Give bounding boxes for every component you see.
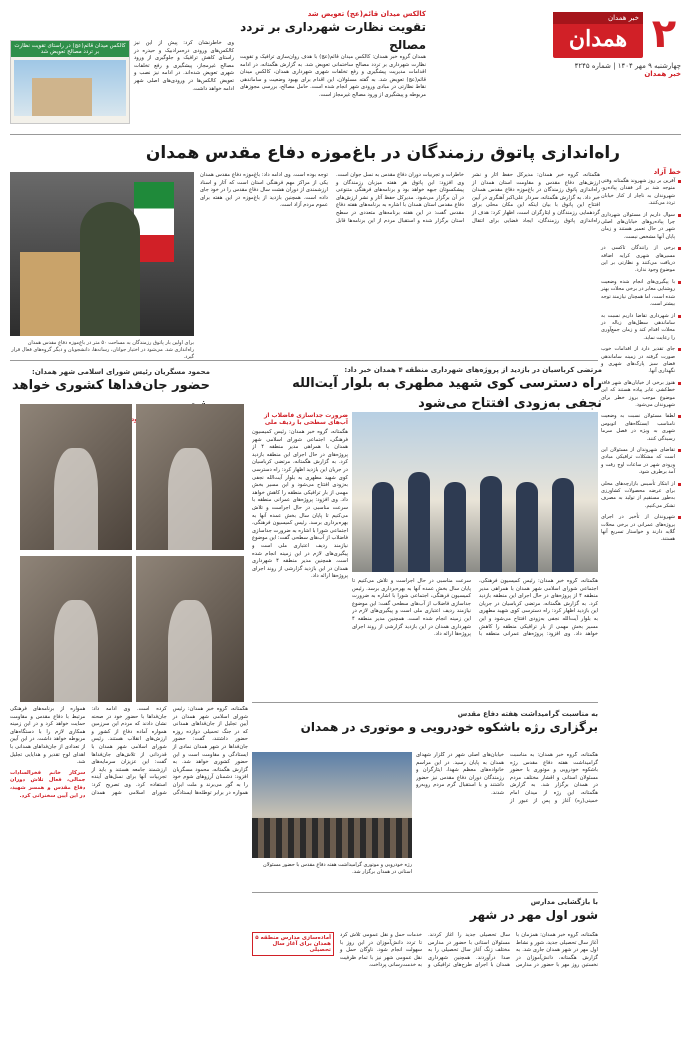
bz-story-kicker: به مناسبت گرامیداشت هفته دفاع مقدس: [457, 710, 598, 718]
podium-shape: [20, 252, 80, 336]
sidebar-item: از ابتکار تأسیس بازارچه‌های محلی برای عرضه محصولات کشاورزی به‌طور مستقیم از تولید به مصرف تشکر می‌کنیم.: [601, 481, 681, 511]
divider: [252, 702, 598, 703]
divider: [10, 360, 598, 361]
main-story-columns: [200, 172, 600, 352]
sh-story-body: هگمتانه، گروه خبر همدان: همزمان با آغاز سال تحصیلی جدید، شور و نشاط اول مهر در شهر همدان جاری شد. به گزارش هگمتانه، دانش‌آموزان در نخستین روز مهر با حضور در مدارس سال تحصیلی جدید را آغاز کردند. مسئولان استانی با حضور در مدارس مختلف زنگ آغاز سال تحصیلی را به صدا درآوردند. همچنین شهرداری همدان با اجرای طرح‌های ترافیکی و خدمات حمل و نقل عمومی تلاش کرد تا تردد دانش‌آموزان در این روز با سهولت انجام شود. ناوگان حمل و نقل عمومی شهر نیز با تمام ظرفیت به خدمت‌رسانی پرداخت.: [340, 932, 598, 969]
hz-story-title: حضور جان‌فداها کشوری خواهد: [12, 378, 210, 393]
kh-story-body-continued: هگمتانه، گروه خبر همدان: رئیس کمیسیون فرهنگی، اجتماعی شورای اسلامی شهر همدان با همراهی مدیر منطقه ۴ از پروژه‌های در حال اجرای این منطقه بازدید کرد. به گزارش هگمتانه، مرتضی کرباسیان در جریان این بازدید اظهار کرد: راه دسترسی کوی شهید مطهری به بلوار آیت‌الله نجفی به‌زودی افتتاح می‌شود و این مسیر بخش مهمی از بار ترافیکی منطقه را کاهش خواهد داد. وی افزود: پروژه‌های عمرانی منطقه با سرعت مناسبی در حال اجراست و تلاش می‌کنیم تا پایان سال بخش عمده آنها به بهره‌برداری برسد. رئیس کمیسیون فرهنگی، اجتماعی شورا با اشاره به ضرورت جداسازی فاضلاب از آب‌های سطحی گفت: این موضوع نیازمند ردیف اعتباری ملی است و پیگیری‌های لازم در این زمینه انجام شده است. همچنین مدیر منطقه ۴ شهرداری همدان در این بازدید گزارشی از روند اجرای پروژه‌ها ارائه داد.: [352, 578, 598, 638]
hz-story-kicker: محمود مسگریان رئیس شورای اسلامی شهر همدان:: [32, 368, 210, 376]
logo-section-label: خبر همدان: [553, 12, 643, 24]
sidebar-item: هنوز برخی از خیابان‌های شهر فاقد خط‌کشی عابر پیاده هستند که این موضوع موجب بروز خطر برای شهروندان می‌شود.: [601, 380, 681, 410]
kh-story-photo: [352, 412, 598, 572]
kh-story-title: راه دسترسی کوی شهید مطهری به بلوار آیت‌الله نجفی به‌زودی افتتاح می‌شود: [292, 376, 602, 411]
hz-story-body: هگمتانه، گروه خبر همدان: رئیس شورای اسلامی شهر همدان در آیین تجلیل از جان‌فداهای همدانی که در جنگ تحمیلی دوازده روزه حضور داشتند، گفت: حضور جان‌فداها در شهر همدان نمادی از ایستادگی و مقاومت است و این حضور کشوری خواهد شد. به گزارش هگمتانه، محمود مسگریان افزود: دشمنان آرزوهای شوم خود را به گور می‌برند و ملت ایران همواره در برابر توطئه‌ها ایستادگی کرده است. وی ادامه داد: جان‌فداها با حضور خود در صحنه نشان دادند که مردم این سرزمین همواره آماده دفاع از کشور و ارزش‌های انقلاب هستند. رئیس شورای اسلامی شهر همدان با قدردانی از تلاش‌های جان‌فداها گفت: این عزیزان سرمایه‌های ارزشمند جامعه هستند و باید از تجربیات آنها برای نسل‌های آینده استفاده کرد. وی تصریح کرد: شورای اسلامی شهر همدان همواره از برنامه‌های فرهنگی مرتبط با دفاع مقدس و مقاومت حمایت خواهد کرد و در این زمینه همکاری لازم را با دستگاه‌های مربوطه خواهد داشت. در این آیین از تعدادی از جان‌فداهای همدانی با اهدای لوح تقدیر و هدایایی تجلیل شد.: [10, 706, 248, 796]
main-story-title: راه‌اندازی پاتوق رزمندگان در باغ‌موزه دفاع مقدس همدان: [145, 143, 620, 163]
hz-story-columns: [10, 706, 248, 1026]
issue-date-line: چهارشنبه ۹ مهر ۱۴۰۴ | شماره ۴۲۴۵: [574, 62, 681, 70]
sh-story-columns: [252, 932, 598, 1030]
person-figure: [408, 472, 430, 572]
top-story: [240, 10, 426, 100]
sidebar-label: خط آزاد: [653, 168, 681, 176]
divider: [252, 892, 598, 893]
hz-photo-4: [136, 556, 244, 702]
bz-story-columns: [416, 752, 598, 864]
crowd-shape: [252, 818, 412, 858]
sidebar-item: با پیگیری‌های انجام شده وضعیت روشنایی معابر در برخی محلات بهتر شده است، اما همچنان نیازمند توجه بیشتر است.: [601, 279, 681, 309]
kh-story-body: هگمتانه، گروه خبر همدان: رئیس کمیسیون فرهنگی، اجتماعی شورای اسلامی شهر همدان با همراهی مدیر منطقه ۴ از پروژه‌های در حال اجرای این منطقه بازدید کرد. به گزارش هگمتانه، مرتضی کرباسیان در جریان این بازدید اظهار کرد: راه دسترسی کوی شهید مطهری به بلوار آیت‌الله نجفی به‌زودی افتتاح می‌شود و این مسیر بخش مهمی از بار ترافیکی منطقه را کاهش خواهد داد. وی افزود: پروژه‌های عمرانی منطقه با سرعت مناسبی در حال اجراست و تلاش می‌کنیم تا پایان سال بخش عمده آنها به بهره‌برداری برسد. رئیس کمیسیون فرهنگی، اجتماعی شورا با اشاره به ضرورت جداسازی فاضلاب از آب‌های سطحی گفت: این موضوع نیازمند ردیف اعتباری ملی است و پیگیری‌های لازم در این زمینه انجام شده است. همچنین مدیر منطقه ۴ شهرداری همدان در این بازدید گزارشی از روند اجرای پروژه‌ها ارائه داد.: [252, 429, 348, 580]
top-story-body: همدان گروه خبر همدان: کالکس میدان قائم(عج) با هدف روان‌سازی ترافیک و تقویت نظارت شهرداری بر تردد مصالح ساختمانی تعویض شد. به گزارش هگمتانه، در ادامه اقدامات مدیریت پیشگیری و رفع تخلفات شهری شهرداری همدان، کالکس میدان قائم(عج) تعویض شد. به گفته مسئولان، این اقدام برای بهبود وضعیت و ساماندهی نقاط نظارتی در مبادی ورودی شهر انجام شده است. حامل مصالح، بررسی مجوزهای مربوطه و پیشگیری از ورود مصالح غیرمجاز است.: [240, 54, 426, 98]
sidebar-item: جای تقدیر دارد از اقدامات خوب صورت گرفته در زمینه ساماندهی فضای سبز پارک‌های شهری و نگهداری آنها.: [601, 346, 681, 376]
flag-shape: [134, 182, 174, 262]
logo-wordmark: همدان: [568, 26, 628, 52]
ad-photo: [14, 60, 126, 116]
bz-story-title: برگزاری رژه باشکوه خودرویی و موتوری در همدان: [300, 720, 598, 734]
kh-story-header: [252, 366, 602, 414]
masthead: [431, 10, 681, 128]
person-figure: [444, 482, 466, 572]
section-label: خبر همدان: [644, 70, 681, 78]
newspaper-logo: [553, 12, 643, 58]
sidebar-item: سوال داریم از مسئولان شهرداری چرا پیاده‌روهای خیابان‌های اصلی شهر در حال تعمیر هستند و زمان پایان آنها مشخص نیست.: [601, 212, 681, 242]
person-figure: [480, 476, 502, 572]
divider: [10, 134, 681, 135]
top-story-title: تقویت نظارت شهرداری بر تردد مصالح: [240, 20, 426, 52]
hz-photo-3: [20, 556, 132, 702]
ad-column: [134, 40, 234, 93]
bz-story-photo: [252, 752, 412, 858]
kh-story-continued: [352, 578, 598, 692]
sidebar-item: آفرین بر روز شهروند هگمتانه وقتی متوجه شد بر اثر فقدان پیاده‌رو، شهروندان به ناچار از کنار خیابان تردد می‌کنند.: [601, 178, 681, 208]
ad-banner: کالکس میدان قائم(عج) در راستای تقویت نظارت بر تردد مصالح تعویض شد: [11, 41, 129, 57]
top-story-kicker: کالکس میدان قائم(عج) تعویض شد: [307, 10, 426, 18]
page-number: ۲: [651, 11, 677, 57]
kh-story-column: [252, 412, 348, 712]
kh-story-subtitle: ضرورت جداسازی فاضلاب از آب‌های سطحی با ردیف ملی: [263, 412, 348, 426]
bz-story-body: هگمتانه، گروه خبر همدان: به مناسبت گرامیداشت هفته دفاع مقدس رژه باشکوه خودرویی و موتوری با حضور مسئولان استانی و اقشار مختلف مردم در همدان برگزار شد. به گزارش هگمتانه، این رژه از میدان امام خمینی(ره) آغاز و پس از عبور از خیابان‌های اصلی شهر در گلزار شهدای همدان به پایان رسید. در این مراسم خانواده‌های معظم شهدا، ایثارگران و رزمندگان دوران دفاع مقدس نیز حضور داشتند و با استقبال گرم مردم روبه‌رو شدند.: [416, 752, 598, 804]
main-story-body: هگمتانه، گروه خبر همدان: مدیرکل حفظ آثار و نشر ارزش‌های دفاع مقدس و مقاومت استان همدان از راه‌اندازی پاتوق رزمندگان در باغ‌موزه دفاع مقدس همدان خبر داد. به گزارش هگمتانه، سردار علی‌اکبر آهنگری در آیین افتتاح این پاتوق با بیان اینکه این مکان محلی برای گردهمایی رزمندگان و ایثارگران است، اظهار کرد: هدف از راه‌اندازی پاتوق رزمندگان، ایجاد فضایی برای انتقال خاطرات و تجربیات دوران دفاع مقدس به نسل جوان است. وی افزود: این پاتوق هر هفته میزبان رزمندگان و پیشکسوتان جبهه خواهد بود و برنامه‌های فرهنگی متنوعی در آن برگزار می‌شود. مدیرکل حفظ آثار و نشر ارزش‌های دفاع مقدس استان همدان با اشاره به برنامه‌های هفته دفاع مقدس گفت: در این هفته برنامه‌های متعددی در سطح استان برگزار شده و استقبال مردم از این برنامه‌ها قابل توجه بوده است. وی ادامه داد: باغ‌موزه دفاع مقدس همدان یکی از مراکز مهم فرهنگی استان است که آثار و اسناد ارزشمندی از دوران هشت سال دفاع مقدس را در خود جای داده است. همچنین بازدید از باغ‌موزه در این هفته برای عموم مردم آزاد است.: [200, 172, 600, 224]
sh-story-kicker: با بازگشایی مدارس: [530, 898, 598, 906]
person-figure: [552, 478, 574, 572]
hz-photo-1: [20, 404, 132, 550]
sidebar-item: از شهرداری تقاضا داریم نسبت به ساماندهی سطل‌های زباله در محلات اقدام کند و زمان جمع‌آوری را رعایت نماید.: [601, 313, 681, 343]
sidebar-item: شهروندان از تأخیر در اجرای پروژه‌های عمرانی در برخی محلات گلایه دارند و خواستار تسریع آنها هستند.: [601, 514, 681, 544]
bz-photo-caption: رژه خودرویی و موتوری گرامیداشت هفته دفاع مقدس با حضور مسئولان استانی در همدان برگزار شد.: [263, 862, 412, 875]
ad-box: [10, 40, 130, 124]
speaker-figure: [80, 202, 140, 336]
sidebar-items: [601, 178, 681, 544]
sidebar-item: برخی از رانندگان تاکسی در مسیرهای شهری کرایه اضافه دریافت می‌کنند و نظارتی بر این موضوع وجود ندارد.: [601, 245, 681, 275]
person-figure: [372, 482, 394, 572]
kh-story-kicker: مرتضی کرباسیان در بازدید از پروژه‌های شهرداری منطقه ۴ همدان خبر داد:: [344, 366, 602, 374]
bz-story-header: [252, 710, 598, 736]
hz-story-box: سرکار خانم فخرالسادات جمالی، فعال تلاش دوران دفاع مقدس و همسر شهید، در این آیین سخنرانی کرد.: [10, 769, 86, 799]
sidebar-column: [601, 168, 681, 1027]
main-story-photo: [10, 172, 194, 336]
ad-text: وی خاطرنشان کرد: پیش از این نیز کالکس‌های ورودی دره‌مرادبیک و حیدره در راستای کاهش ترافیک و جلوگیری از ورود مصالح غیرمجاز، پیشگیری و رفع تخلفات شهری تعویض شده‌اند. در ادامه نیز نصب و تعویض کالکس‌ها در ورودی‌های اصلی شهر ادامه خواهد داشت.: [134, 40, 234, 92]
person-figure: [516, 482, 538, 572]
hz-photo-2: [136, 404, 244, 550]
sh-story-title: شور اول مهر در شهر: [470, 908, 598, 922]
sidebar-item: تقاضای شهروندان از مسئولان این است که مشکلات ترافیکی مبادی ورودی شهر در ساعات اوج رفت و آمد برطرف شود.: [601, 447, 681, 477]
sh-story-header: [252, 898, 598, 924]
main-photo-caption: برای اولین بار پاتوق رزمندگان به مساحت ۵۰ متر در باغ‌موزه دفاع مقدس همدان راه‌اندازی شد. می‌شود در اختیار جوانان، رسانه‌ها، دانشجویان و دیگر گروه‌های فعال قرار گیرد.: [11, 340, 194, 360]
sidebar-item: لطفا مسئولان نسبت به وضعیت نامناسب ایستگاه‌های اتوبوس شهری به ویژه در فصل سرما رسیدگی کنند.: [601, 413, 681, 443]
sh-story-box: آماده‌سازی مدارس منطقه ۵ همدان برای آغاز سال تحصیلی: [252, 932, 334, 956]
